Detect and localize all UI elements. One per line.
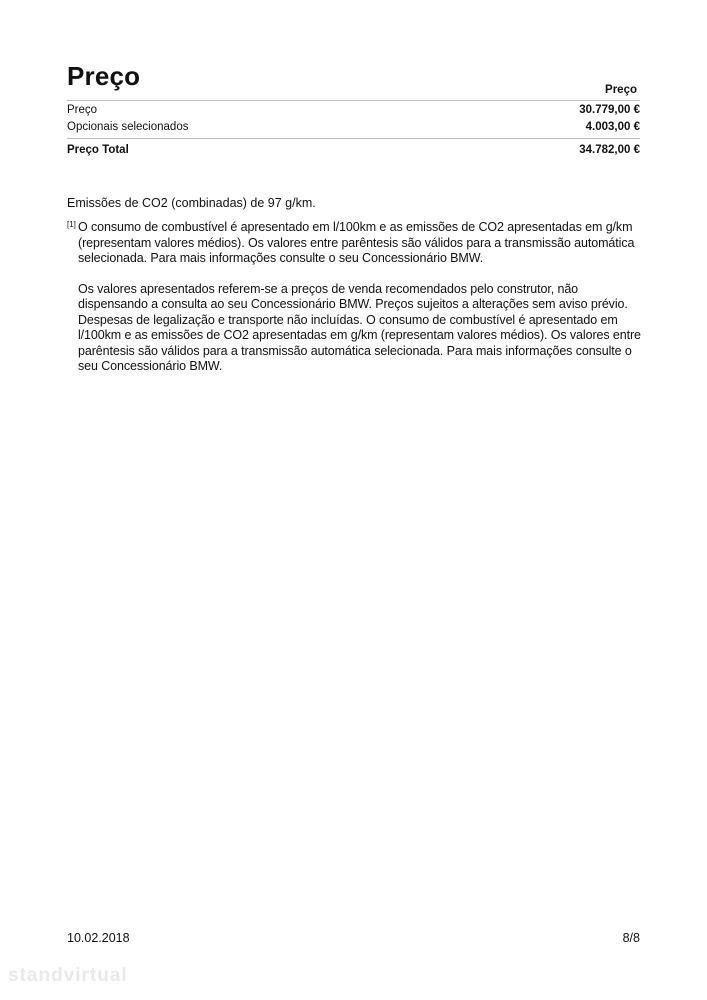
row-label: Preço	[67, 104, 98, 116]
footnote-paragraph: Os valores apresentados referem-se a preços de venda recomendados pelo construtor, não dispensando a consulta ao seu Concessionário BMW. Preços sujeitos a alterações sem aviso prévio. Despesas de legalização e transporte não incluídas. O consumo de combustível é apresentado em l/100km e as emissões de CO2 apresentadas em g/km (representam valores médios). Os valores entre parêntesis são válidos para a transmissão automática selecionada. Para mais informações consulte o seu Concessionário BMW.	[78, 281, 641, 373]
total-value: 34.782,00 €	[579, 144, 640, 156]
table-divider	[67, 138, 640, 139]
watermark: standvirtual	[8, 965, 128, 986]
footer-date: 10.02.2018	[67, 931, 130, 945]
row-label: Opcionais selecionados	[67, 121, 189, 133]
total-label: Preço Total	[67, 144, 129, 156]
table-row-total	[67, 142, 640, 159]
page-title: Preço	[67, 61, 141, 91]
emissions-text: Emissões de CO2 (combinadas) de 97 g/km.	[67, 196, 316, 210]
footnote	[67, 220, 647, 375]
footer-page-number: 8/8	[622, 931, 640, 945]
price-table	[67, 100, 640, 159]
row-value: 4.003,00 €	[585, 121, 640, 133]
price-column-header: Preço	[605, 84, 637, 96]
footnote-body	[78, 220, 647, 375]
table-row-options	[67, 119, 640, 136]
table-row-base-price	[67, 100, 640, 119]
footnote-paragraph: O consumo de combustível é apresentado em l/100km e as emissões de CO2 apresentadas em g/km (representam valores médios). Os valores entre parêntesis são válidos para a transmissão automática selecionada. Para mais informações consulte o seu Concessionário BMW.	[78, 220, 635, 265]
row-value: 30.779,00 €	[579, 104, 640, 116]
footnote-marker: [1]	[67, 220, 76, 229]
